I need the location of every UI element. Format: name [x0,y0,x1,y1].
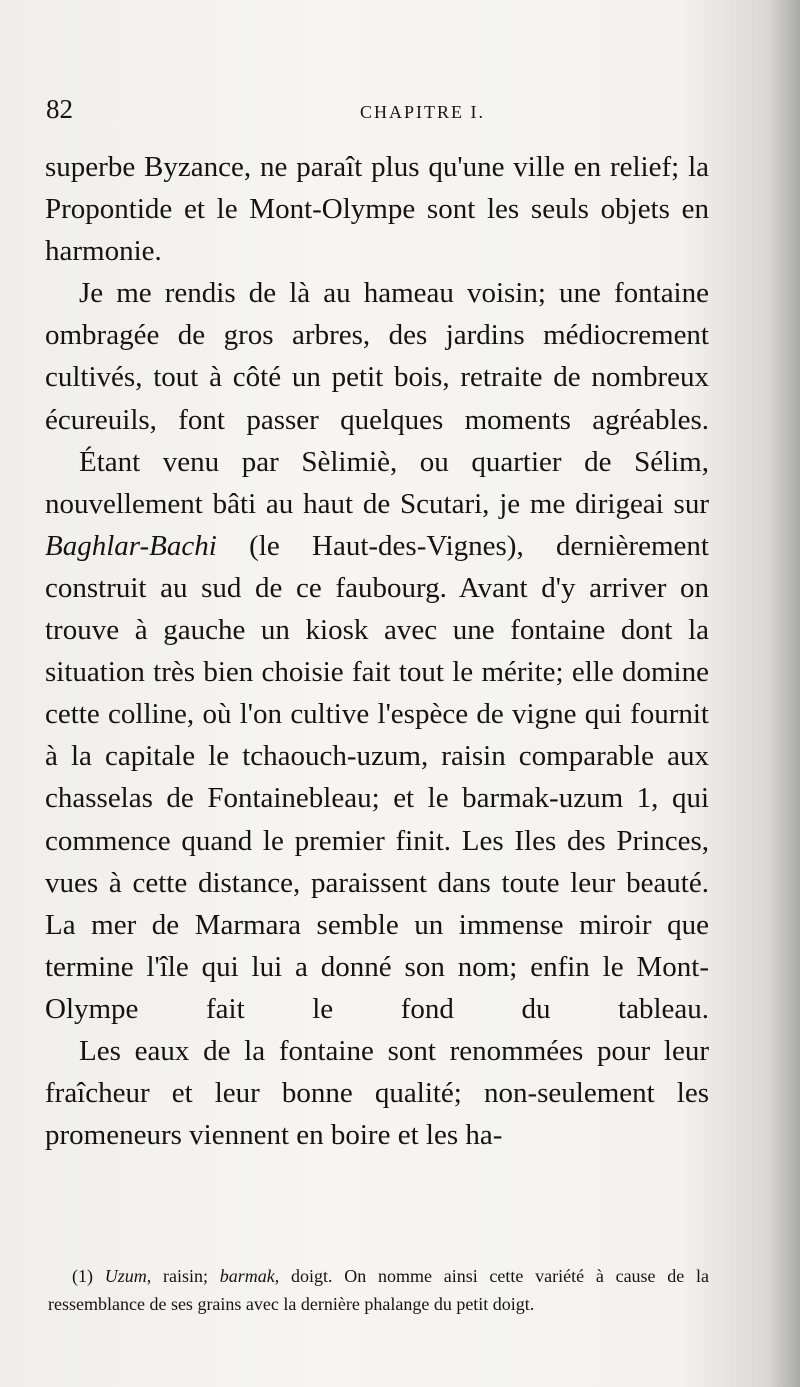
page-number: 82 [46,94,73,124]
footnote-marker: (1) [72,1266,93,1286]
footnote-term: Uzum [104,1266,147,1286]
footnote-text: , raisin; [146,1266,220,1286]
footnote-text: , doigt. On nomme ainsi cette variété à cause de la ressemblance de ses grains avec la dernière phalange du petit doigt. [48,1266,710,1314]
paragraph-text: Étant venu par Sèlimiè, ou quartier de Sélim, nouvellement bâti au haut de Scutari, je me dirigeai sur [45,445,709,520]
body-text [45,146,709,1156]
footnote-term: barmak [219,1266,275,1286]
place-name: Baghlar-Bachi [45,529,217,562]
paragraph-text: (le Haut-des-Vignes), dernièrement construit au sud de ce faubourg. Avant d'y arriver on trouve à gauche un kiosk avec une fontaine dont la situation très bien choisie fait tout le mérite; elle domine cette colline, où l'on cultive l'espèce de vigne qui fournit à la capitale le tchaouch-uzum, raisin comparable aux chasselas de Fontainebleau; et le barmak-uzum 1, qui commence quand le premier finit. Les Iles des Princes, vues à cette distance, paraissent dans toute leur beauté. La mer de Marmara semble un immense miroir que termine l'île qui lui a donné son nom; enfin le Mont-Olympe fait le fond du tableau. [45,529,709,1025]
paragraph: Les eaux de la fontaine sont renommées pour leur fraîcheur et leur bonne qualité; non-seulement les promeneurs viennent en boire et les ha- [45,1034,709,1152]
footnote [48,1262,709,1318]
page-header [46,94,744,134]
paragraph: superbe Byzance, ne paraît plus qu'une ville en relief; la Propontide et le Mont-Olympe sont les seuls objets en harmonie. [45,151,709,268]
paragraph [45,441,709,1030]
running-title: CHAPITRE I. [360,102,485,122]
paragraph: Je me rendis de là au hameau voisin; une fontaine ombragée de gros arbres, des jardins médiocrement cultivés, tout à côté un petit bois, retraite de nombreux écureuils, font passer quelques moments agréables. [45,277,709,436]
footnotes [48,1262,709,1318]
